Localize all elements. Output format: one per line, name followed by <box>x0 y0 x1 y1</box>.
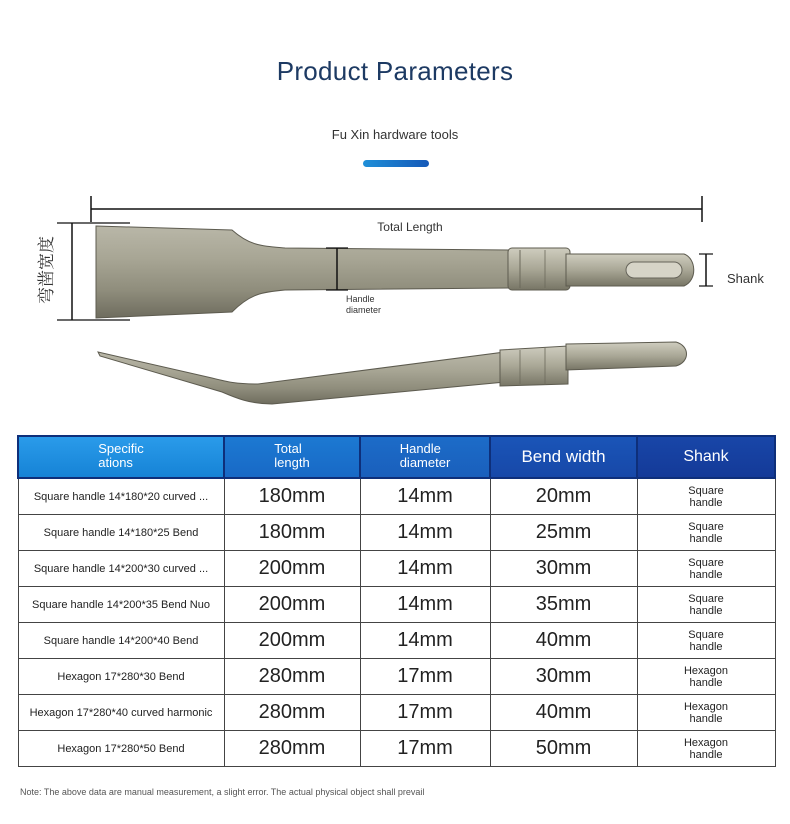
diameter-cell: 14mm <box>360 623 490 659</box>
table-row <box>18 478 775 515</box>
bend-width-cell: 20mm <box>490 478 637 515</box>
length-cell: 200mm <box>224 587 360 623</box>
shank-cell: Square handle <box>637 515 775 551</box>
table-row <box>18 587 775 623</box>
shank-label: Shank <box>727 271 764 286</box>
spec-cell: Hexagon 17*280*30 Bend <box>18 659 224 695</box>
table-row <box>18 695 775 731</box>
header-bend-width: Bend width <box>490 436 637 478</box>
total-length-dimension <box>91 196 702 222</box>
measurement-note: Note: The above data are manual measurement, a slight error. The actual physical object shall prevail <box>20 787 425 797</box>
shank-cell: Square handle <box>637 587 775 623</box>
header-handle-diameter: Handle diameter <box>360 436 490 478</box>
shank-cell: Hexagon handle <box>637 731 775 767</box>
header-total-length: Total length <box>224 436 360 478</box>
table-row <box>18 515 775 551</box>
shank-dimension <box>699 254 713 286</box>
table-row <box>18 623 775 659</box>
length-cell: 280mm <box>224 659 360 695</box>
length-cell: 180mm <box>224 478 360 515</box>
header-shank: Shank <box>637 436 775 478</box>
chisel-top-view <box>96 226 694 318</box>
handle-diameter-label-1: Handle <box>346 294 375 304</box>
shank-cell: Square handle <box>637 551 775 587</box>
shank-cell: Hexagon handle <box>637 695 775 731</box>
spec-cell: Square handle 14*200*30 curved ... <box>18 551 224 587</box>
diameter-cell: 14mm <box>360 551 490 587</box>
total-length-label: Total Length <box>377 220 443 234</box>
length-cell: 280mm <box>224 695 360 731</box>
diameter-cell: 14mm <box>360 515 490 551</box>
diameter-cell: 17mm <box>360 731 490 767</box>
shank-cell: Square handle <box>637 623 775 659</box>
bend-width-cell: 35mm <box>490 587 637 623</box>
spec-cell: Square handle 14*180*25 Bend <box>18 515 224 551</box>
bend-width-cell: 30mm <box>490 659 637 695</box>
chisel-side-view <box>98 342 687 404</box>
spec-cell: Square handle 14*180*20 curved ... <box>18 478 224 515</box>
bend-width-cell: 30mm <box>490 551 637 587</box>
spec-cell: Square handle 14*200*35 Bend Nuo <box>18 587 224 623</box>
length-cell: 280mm <box>224 731 360 767</box>
bend-width-cell: 50mm <box>490 731 637 767</box>
shank-cell: Square handle <box>637 478 775 515</box>
spec-table <box>17 435 776 767</box>
bend-width-label: 弯凿宽度 <box>37 236 56 304</box>
title-accent-bar <box>363 160 429 167</box>
shank-cell: Hexagon handle <box>637 659 775 695</box>
brand-subtitle: Fu Xin hardware tools <box>331 127 459 142</box>
diameter-cell: 17mm <box>360 659 490 695</box>
table-row <box>18 551 775 587</box>
chisel-diagram <box>0 185 790 425</box>
diameter-cell: 14mm <box>360 478 490 515</box>
length-cell: 200mm <box>224 551 360 587</box>
length-cell: 200mm <box>224 623 360 659</box>
page-title: Product Parameters <box>276 56 514 86</box>
handle-diameter-label-2: diameter <box>346 305 382 315</box>
header-specifications: Specific ations <box>18 436 224 478</box>
bend-width-cell: 40mm <box>490 695 637 731</box>
table-row <box>18 659 775 695</box>
length-cell: 180mm <box>224 515 360 551</box>
diameter-cell: 14mm <box>360 587 490 623</box>
table-row <box>18 731 775 767</box>
spec-cell: Square handle 14*200*40 Bend <box>18 623 224 659</box>
spec-cell: Hexagon 17*280*40 curved harmonic <box>18 695 224 731</box>
diameter-cell: 17mm <box>360 695 490 731</box>
bend-width-cell: 40mm <box>490 623 637 659</box>
table-header-row <box>18 436 775 478</box>
spec-cell: Hexagon 17*280*50 Bend <box>18 731 224 767</box>
bend-width-cell: 25mm <box>490 515 637 551</box>
